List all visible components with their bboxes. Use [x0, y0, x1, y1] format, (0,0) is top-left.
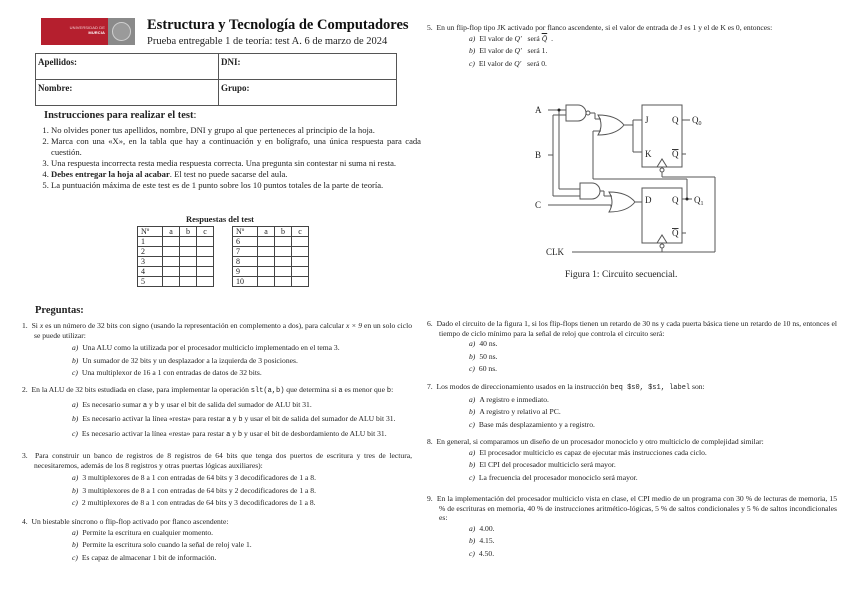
logo-line1: UNIVERSIDAD DE [69, 25, 105, 30]
option-a [427, 448, 837, 458]
instructions-heading-text: Instrucciones para realizar el test [44, 110, 194, 121]
answer-cell[interactable] [163, 237, 180, 247]
instruction-text: El test no puede sacarse del aula. [174, 169, 288, 180]
label-K: K [645, 149, 652, 159]
option-c [427, 364, 837, 374]
col-header-b: b [180, 227, 197, 237]
option-b [22, 356, 412, 366]
nombre-label: Nombre: [38, 83, 73, 93]
option-label: b) [469, 407, 476, 417]
stem-text: en un solo ciclo se puede utilizar: [34, 321, 412, 340]
option-label: c) [469, 548, 475, 558]
option-text: 2 multiplexores de 8 a 1 con entradas de 64 bits y 3 decodificadores de 1 a 8. [81, 498, 316, 508]
label-B: B [535, 150, 542, 160]
option-label: a) [72, 527, 79, 537]
instruction-item: 4. Debes entregar la hoja al acabar. El test no puede sacarse del aula. [51, 169, 421, 180]
option-text: y [230, 414, 239, 424]
col-header-b: b [275, 227, 292, 237]
document-title: Estructura y Tecnología de Computadores [147, 17, 409, 33]
dni-label: DNI: [221, 57, 241, 67]
option-b [427, 460, 837, 470]
grupo-field[interactable] [219, 80, 397, 106]
option-text: El procesador multiciclo es capaz de ejecutar más instrucciones cada ciclo. [479, 447, 707, 457]
col-header-a: a [258, 227, 275, 237]
option-c [427, 549, 837, 559]
stem-code: slt(a,b) [250, 387, 285, 395]
instruction-item: 2. Marca con una «X», en la tabla que hay a continuación y en bolígrafo, una única respuesta para cada cuestión. [51, 136, 421, 157]
answer-cell[interactable] [292, 247, 309, 257]
col-header-number: Nº [138, 227, 163, 237]
option-text: y usar el bit de salida del sumador de ALU bit 31. [242, 414, 396, 424]
option-label: b) [469, 351, 476, 361]
option-text: Es necesario activar la línea «resta» para restar [81, 428, 227, 438]
label-A: A [535, 105, 542, 115]
option-code: a [226, 416, 231, 425]
option-c [22, 368, 412, 378]
option-label: c) [72, 368, 78, 378]
option-text: El CPI del procesador multiciclo será mayor. [479, 460, 616, 470]
answer-table-left [137, 226, 214, 287]
option-label: c) [469, 472, 475, 482]
option-var: Q̄ [541, 33, 548, 43]
row-number: 7 [233, 247, 258, 257]
answer-cell[interactable] [258, 277, 275, 287]
instructions-list [37, 125, 421, 192]
figure-caption: Figura 1: Circuito secuencial. [565, 270, 678, 280]
option-text: y usar el bit de desbordamiento de ALU bit 31. [242, 428, 387, 438]
option-label: b) [72, 355, 79, 365]
option-label: c) [469, 419, 475, 429]
answer-cell[interactable] [163, 267, 180, 277]
answer-cell[interactable] [197, 257, 214, 267]
col-header-c: c [197, 227, 214, 237]
question-number: 8. [427, 437, 433, 446]
option-a [22, 473, 412, 483]
option-text: será [525, 33, 542, 43]
option-b [427, 46, 837, 56]
answer-cell[interactable] [292, 277, 309, 287]
option-text: 50 ns. [479, 351, 498, 361]
option-label: c) [72, 552, 78, 562]
label-Q0 [692, 115, 702, 127]
option-text: El valor de [479, 33, 515, 43]
label-C: C [535, 200, 542, 210]
question-8 [427, 437, 837, 482]
row-number: 8 [233, 257, 258, 267]
row-number: 10 [233, 277, 258, 287]
option-text: Es necesario sumar [82, 399, 143, 409]
question-1 [22, 321, 412, 378]
stem-text: son: [690, 382, 705, 391]
logo-text [70, 25, 105, 35]
option-text: El valor de [479, 46, 515, 56]
label-Q-jk: Q [672, 115, 679, 125]
label-Q-d: Q [672, 195, 679, 205]
question-number: 5. [427, 23, 433, 32]
stem-text: En la ALU de 32 bits estudiada en clase, para implementar la operación [31, 385, 251, 394]
option-a [427, 339, 837, 349]
question-number: 7. [427, 382, 433, 391]
university-seal-icon [108, 18, 135, 45]
option-var: Q' [514, 58, 522, 68]
document-subtitle: Prueba entregable 1 de teoría: test A. 6 de marzo de 2024 [147, 36, 388, 47]
question-4 [22, 517, 412, 562]
label-Qbar-d: Q [672, 228, 679, 238]
label-Q1-main: Q [694, 195, 701, 205]
option-b [22, 486, 412, 496]
option-text: y usar el bit de salida del sumador de ALU bit 31. [158, 399, 312, 409]
stem-text: es un número de 32 bits con signo (usando la representación en complemento a dos), para calcular [43, 321, 346, 330]
option-label: a) [469, 339, 476, 349]
option-text: 4.50. [478, 548, 495, 558]
question-9 [427, 494, 837, 559]
stem-text: que determina si [284, 385, 339, 394]
question-2 [22, 385, 412, 440]
label-Q0-main: Q [692, 115, 699, 125]
row-number: 1 [138, 237, 163, 247]
answer-cell[interactable] [197, 247, 214, 257]
option-c [427, 420, 837, 430]
label-J: J [645, 115, 649, 125]
stem-text: es menor que [342, 385, 387, 394]
option-a [427, 34, 837, 44]
answer-cell[interactable] [292, 267, 309, 277]
option-text: será 1. [525, 46, 548, 56]
option-c [22, 429, 412, 441]
option-text: . [551, 33, 554, 43]
answer-cell[interactable] [197, 237, 214, 247]
question-stem [22, 385, 412, 397]
stem-code: b [386, 387, 392, 395]
option-code: b [154, 401, 159, 410]
answer-cell[interactable] [180, 257, 197, 267]
answer-cell[interactable] [163, 247, 180, 257]
option-text: Una ALU como la utilizada por el procesador multiciclo implementado en el tema 3. [82, 343, 340, 353]
instruction-bold: Debes entregar la hoja al acabar [51, 169, 170, 180]
option-label: b) [72, 414, 79, 424]
stem-text: Los modos de direccionamiento usados en la instrucción [436, 382, 611, 391]
option-code: b [237, 430, 243, 439]
answer-cell[interactable] [180, 267, 197, 277]
option-label: b) [72, 485, 79, 495]
grupo-label: Grupo: [221, 83, 250, 93]
option-text: Un sumador de 32 bits y un desplazador a la izquierda de 3 posiciones. [82, 355, 298, 365]
answer-cell[interactable] [275, 277, 292, 287]
answer-cell[interactable] [163, 277, 180, 287]
option-c [427, 59, 837, 69]
instruction-item: 5. La puntuación máxima de este test es de 1 punto sobre los 10 puntos totales de la parte de teoría. [51, 180, 421, 191]
stem-expr: x × 9 [345, 321, 363, 330]
student-id-table [35, 53, 397, 106]
answer-cell[interactable] [258, 267, 275, 277]
answer-sheet-title: Respuestas del test [186, 214, 254, 224]
label-Qbar-jk: Q [672, 149, 679, 159]
dni-field[interactable] [219, 54, 397, 80]
option-text: Es necesario activar la línea «resta» para restar [82, 414, 227, 424]
option-a [22, 343, 412, 353]
university-logo [41, 18, 135, 45]
answer-cell[interactable] [275, 267, 292, 277]
row-number: 9 [233, 267, 258, 277]
option-c [22, 553, 412, 563]
option-label: a) [72, 399, 79, 409]
answer-cell[interactable] [180, 277, 197, 287]
question-stem [427, 494, 837, 523]
option-label: b) [469, 460, 476, 470]
question-stem [427, 437, 837, 447]
question-6 [427, 319, 837, 374]
option-label: c) [469, 364, 475, 374]
option-label: c) [469, 58, 475, 68]
label-CLK: CLK [546, 247, 564, 257]
stem-text: En general, si comparamos un diseño de un procesador monociclo y otro multiciclo de complejidad similar: [436, 437, 764, 446]
option-label: a) [72, 343, 79, 353]
answer-cell[interactable] [163, 257, 180, 267]
option-label: b) [469, 536, 476, 546]
stem-code: a [338, 387, 343, 395]
option-text: y [230, 428, 238, 438]
option-c [22, 498, 412, 508]
question-number: 6. [427, 319, 433, 328]
logo-line2: MURCIA [88, 30, 105, 35]
option-text: Una multiplexor de 16 a 1 con entradas de datos de 32 bits. [81, 368, 262, 378]
option-text: y [147, 399, 155, 409]
answer-cell[interactable] [197, 277, 214, 287]
answer-cell[interactable] [197, 267, 214, 277]
option-a [22, 528, 412, 538]
question-number: 1. [22, 321, 28, 330]
apellidos-field[interactable] [36, 54, 219, 80]
option-text: 3 multiplexores de 8 a 1 con entradas de 64 bits y 2 decodificadores de 1 a 8. [82, 485, 316, 495]
option-text: 4.15. [479, 536, 495, 546]
option-label: a) [469, 447, 476, 457]
stem-text: Un biestable síncrono o flip-flop activado por flanco ascendente: [31, 517, 229, 526]
question-stem [22, 451, 412, 470]
answer-table-right [232, 226, 309, 287]
question-number: 9. [427, 494, 433, 503]
stem-var: x [39, 321, 44, 330]
option-b [427, 352, 837, 362]
question-stem [22, 321, 412, 340]
row-number: 5 [138, 277, 163, 287]
answer-cell[interactable] [292, 237, 309, 247]
option-text: 40 ns. [479, 339, 498, 349]
answer-cell[interactable] [258, 247, 275, 257]
option-label: c) [72, 428, 78, 438]
instructions-heading [44, 110, 196, 121]
question-number: 4. [22, 517, 28, 526]
option-c [427, 473, 837, 483]
stem-text: En la implementación del procesador multiciclo vista en clase, el CPI medio de un programa con 30 % de lecturas de memoria, 15 % de escrituras en memoria, 40 % de instrucciones aritmético-lógicas, 5 % de saltos condicionales y 5 % de saltos incondicionales es: [436, 494, 837, 523]
col-header-c: c [292, 227, 309, 237]
option-text: A registro e inmediato. [479, 394, 549, 404]
option-label: b) [469, 46, 476, 56]
option-text: Permite la escritura solo cuando la señal de reloj vale 1. [82, 540, 252, 550]
stem-text: Si [31, 321, 40, 330]
row-number: 3 [138, 257, 163, 267]
col-header-number: Nº [233, 227, 258, 237]
stem-text: Dado el circuito de la figura 1, si los flip-flops tienen un retardo de 30 ns y cada puerta básica tiene un retardo de 10 ns, entonces el tiempo de ciclo mínimo para la señal de reloj que controla el circuito será: [436, 319, 837, 338]
stem-text: En un flip-flop tipo JK activado por flanco ascendente, si el valor de entrada de J es 1 y el de K es 0, entonces: [436, 23, 773, 32]
answer-cell[interactable] [258, 257, 275, 267]
option-var: Q' [514, 46, 522, 56]
stem-text: : [391, 385, 394, 394]
option-label: a) [469, 33, 476, 43]
row-number: 2 [138, 247, 163, 257]
option-a [427, 524, 837, 534]
label-Q1 [694, 195, 704, 207]
option-b [427, 536, 837, 546]
option-label: c) [72, 498, 78, 508]
option-text: será 0. [525, 58, 547, 68]
option-label: a) [469, 394, 476, 404]
answer-cell[interactable] [180, 237, 197, 247]
row-number: 4 [138, 267, 163, 277]
instructions-heading-colon: : [193, 110, 197, 121]
question-stem [427, 319, 837, 338]
nombre-field[interactable] [36, 80, 219, 106]
option-text: 3 multiplexores de 8 a 1 con entradas de 64 bits y 3 decodificadores de 1 a 8. [82, 473, 316, 483]
answer-cell[interactable] [258, 237, 275, 247]
option-label: b) [72, 540, 79, 550]
option-text: Es capaz de almacenar 1 bit de información. [81, 552, 217, 562]
option-text: Base más desplazamiento y a registro. [478, 419, 595, 429]
option-text: Permite la escritura en cualquier momento. [82, 527, 214, 537]
answer-cell[interactable] [292, 257, 309, 267]
question-5 [427, 23, 837, 68]
label-D: D [645, 195, 652, 205]
sequential-circuit-figure [520, 95, 730, 265]
questions-heading: Preguntas: [35, 305, 84, 316]
question-3 [22, 451, 412, 508]
apellidos-label: Apellidos: [38, 57, 78, 67]
option-label: a) [469, 523, 476, 533]
option-a [427, 395, 837, 405]
option-b [22, 540, 412, 550]
stem-code: beq $s0, $s1, label [610, 384, 691, 392]
option-b [427, 407, 837, 417]
option-code: a [142, 401, 148, 410]
option-text: 60 ns. [478, 364, 498, 374]
option-text: A registro y relativo al PC. [479, 407, 561, 417]
question-stem [427, 23, 837, 33]
question-number: 3. [22, 451, 28, 460]
instruction-item: 1. No olvides poner tus apellidos, nombre, DNI y grupo al que perteneces al principio de la hoja. [51, 125, 421, 136]
instruction-item: 3. Una respuesta incorrecta resta media respuesta correcta. Una pregunta sin contestar ni suma ni resta. [51, 158, 421, 169]
col-header-a: a [163, 227, 180, 237]
option-code: b [238, 416, 243, 425]
stem-text: Para construir un banco de registros de 8 registros de 64 bits que tenga dos puertos de escritura y tres de lectura, necesitaremos, además de los 8 registros y otras puertas lógicas auxiliares): [34, 451, 413, 470]
question-number: 2. [22, 385, 28, 394]
question-7 [427, 382, 837, 429]
answer-cell[interactable] [275, 247, 292, 257]
option-text: El valor de [478, 58, 515, 68]
question-stem [427, 382, 837, 394]
option-code: a [226, 430, 231, 439]
answer-cell[interactable] [180, 247, 197, 257]
option-b [22, 414, 412, 426]
question-stem [22, 517, 412, 527]
answer-cell[interactable] [275, 237, 292, 247]
option-var: Q' [514, 33, 522, 43]
label-Q1-sub: 1 [700, 201, 704, 207]
option-text: La frecuencia del procesador monociclo será mayor. [478, 472, 638, 482]
option-text: 4.00. [479, 523, 495, 533]
answer-cell[interactable] [275, 257, 292, 267]
row-number: 6 [233, 237, 258, 247]
option-label: a) [72, 473, 79, 483]
option-a [22, 400, 412, 412]
label-Q0-sub: 0 [698, 121, 702, 127]
